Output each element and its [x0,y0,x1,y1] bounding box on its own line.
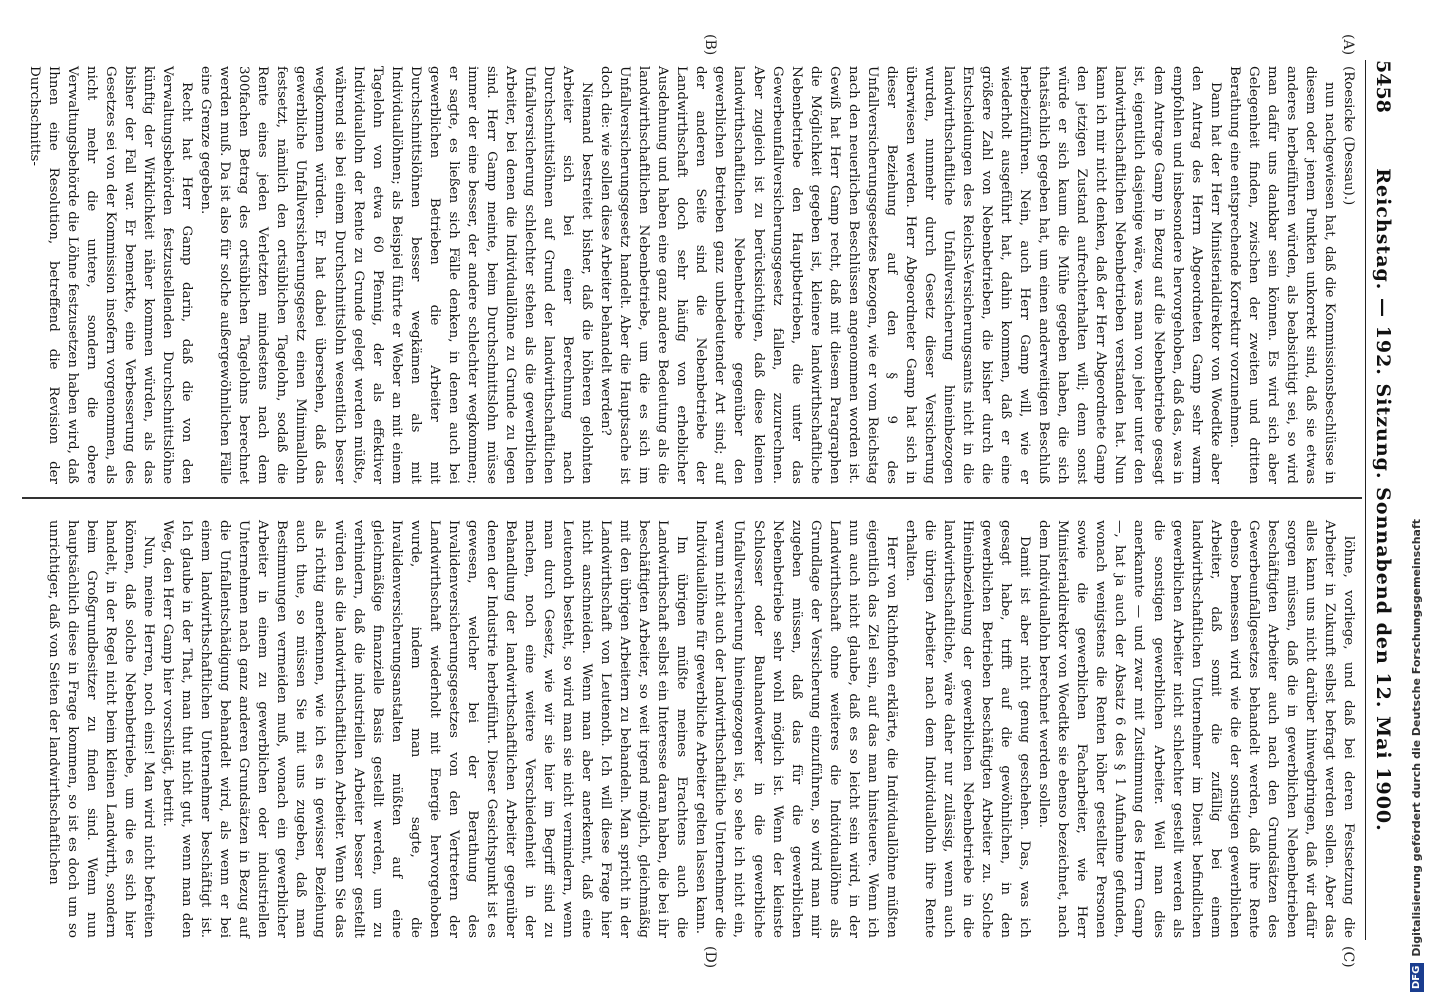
page-title: Reichstag. — 192. Sitzung. Sonnabend den 12. Mai 1900. [1372,168,1394,832]
paragraph: Damit ist aber nicht genug geschehen. Das, was ich gesagt habe, trifft auf die gewöhnlichen, in den gewerblichen Betrieben beschäftigten Arbeiter zu. Solche Hineinbeziehung der gewerblichen Nebenbetriebe in die landwirthschaftliche, wäre daher nur zulässig, wenn auch die übrigen Arbeiter nach dem Individuallohn ihre Rente erhalten. [902,520,1033,938]
paragraph: Dann hat der Herr Ministerialdirektor von Woedtke aber den Antrag des Herrn Abgeordneten Gamp sehr warm empfohlen und insbesondere hervorgehoben, daß das, was in dem Antrage Gamp in Bezug auf die Nebenbetriebe gesagt ist, eigentlich dasjenige wäre, was man von jeher unter den landwirthschaftlichen Nebenbetrieben verstanden hat. Nun kann ich mir nicht denken, daß der Herr Abgeordnete Gamp den jetzigen Zustand aufrechterhalten will; denn sonst würde er sich kaum die Mühe gegeben haben, die sich thatsächlich gegeben hat, um einen anderweitigen Beschluß herbeizuführen. Nein, auch Herr Gamp will, wie er wiederholt ausgeführt hat, dahin kommen, daß er eine größere Zahl von Nebenbetrieben, die bisher durch die Entscheidungen des Reichs-Versicherungsamts nicht in die landwirthschaftliche Unfallversicherung hineinbezogen wurden, nunmehr durch Gesetz dieser Versicherung überwiesen werden. Herr Abgeordneter Gamp hat sich in dieser Beziehung auf den § 9 des Unfallversicherungsgesetzes bezogen, wie er vom Reichstag nach den neuerlichen Beschlüssen angenommen worden ist. Gewiß hat Herr Gamp recht, daß mit diesem Paragraphen die Möglichkeit gegeben ist, kleinere landwirthschaftliche Nebenbetriebe den Hauptbetrieben, die unter das Gewerbeunfallversicherungsgesetz fallen, zuzurechnen. Aber zugleich ist zu berücksichtigen, daß diese kleinen landwirthschaftlichen Nebenbetriebe gegenüber den gewerblichen Betrieben ganz unbedeutender Art sind; auf der anderen Seite sind die Nebenbetriebe der Landwirthschaft doch sehr häufig von erheblicher Ausdehnung und haben eine ganz andere Bedeutung als die landwirthschaftlichen Nebenbetriebe, um die es sich im Unfallversicherungsgesetz handelt. Aber die Hauptsache ist doch die: wie sollen diese Arbeiter behandelt werden? [598,66,1223,484]
margin-marker-b: (B) [702,34,718,56]
paragraph: Herr von Richthofen erklärte, die Individuallöhne müßten eigentlich das Ziel sein, auf das man hinsteuere. Wenn ich nun auch nicht glaube, daß es so leicht sein wird, in der Landwirthschaft ohne weiteres die Individuallöhne als Grundlage der Versicherung einzuführen, so wird man mir zugeben müssen, daß das für die gewerblichen Nebenbetriebe sehr wohl möglich ist. Wenn der kleinste Schlosser oder Bauhandwerker in die gewerbliche Unfallversicherung hineingezogen ist, so sehe ich nicht ein, warum nicht auch der landwirthschaftliche Unternehmer die Individuallöhne für gewerbliche Arbeiter gelten lassen kann. [693,520,899,938]
page-number: 5458 [1372,60,1394,113]
text-column-right [32,520,1358,938]
paragraph: löhne, vorliege, und daß bei deren Festsetzung die Arbeiter in Zukunft selbst befragt werden sollen. Aber das alles kann uns nicht darüber hinwegbringen, daß wir dafür sorgen müssen, daß die in gewerblichen Nebenbetrieben beschäftigten Arbeiter auch nach den Grundsätzen des Gewerbeunfallgesetzes behandelt werden, daß ihre Rente ebenso bemessen wird wie die der sonstigen gewerblichen Arbeiter, daß somit die zufällig bei einem landwirthschaftlichen Unternehmer im Dienst befindlichen gewerblichen Arbeiter nicht schlechter gestellt werden als die sonstigen gewerblichen Arbeiter. Weil man dies anerkannte — und zwar mit Zustimmung des Herrn Gamp —, hat ja auch der Absatz 6 des § 1 Aufnahme gefunden, wonach wenigstens die Renten höher gestellter Personen sowie die gewerblichen Facharbeiter, wie Herr Ministerialdirektor von Woedtke sie ebenso bezeichnet, nach dem Individuallohn berechnet werden sollen. [1036,520,1356,938]
paragraph: nun nachgewiesen hat, daß die Kommissionsbeschlüsse in diesem oder jenem Punkten unkorrekt sind, daß sie etwas anderes herbeiführen würden, als beabsichtigt sei, so wird man dafür uns dankbar sein können. Es wird sich aber Gelegenheit finden, zwischen der zweiten und dritten Berathung eine entsprechende Korrektur vorzunehmen. [1226,66,1337,484]
dfg-logo-icon: DFG [1410,963,1424,992]
text-column-left [26,66,1358,484]
speaker-label: (Roesicke (Dessau).) [1341,66,1356,206]
credit-text: Digitalisierung gefördert durch die Deutsche Forschungsgemeinschaft [1410,518,1423,957]
page-header [1365,60,1400,940]
column-divider [22,497,1362,499]
paragraph: Recht hat Herr Gamp darin, daß die von den Verwaltungsbehörden festzustellenden Durchschnittslöhne künftig der Wirklichkeit näher kommen würden, als das bisher der Fall war. Er bemerkte, eine Verbesserung des Gesetzes sei von der Kommission insofern vorgenommen, als nicht mehr die untere, sondern die obere Verwaltungsbehörde die Löhne festzusetzen haben wird, daß Ihnen eine Resolution, betreffend die Revision der Durchschnitts- [26,66,195,484]
digitization-credit-strip [1400,0,1434,1000]
digitization-credit [1400,0,1434,1000]
margin-marker-d: (D) [702,946,718,969]
paragraph: Im übrigen müßte meines Erachtens auch die Landwirthschaft selbst ein Interesse daran haben, die bei ihr beschäftigten Arbeiter, so weit irgend möglich, gleichmäßig mit den übrigen Arbeitern zu behandeln. Man spricht in der Landwirthschaft von Leutenoth. Ich will diese Frage hier nicht anschneiden. Wenn man aber anerkennt, daß eine Leutenoth besteht, so wird man sie nicht vermindern, wenn man durch Gesetz, wie wir sie hier im Begriff sind zu machen, noch eine weitere Verschiedenheit in der Behandlung der landwirthschaftlichen Arbeiter gegenüber denen der Industrie herbeiführt. Dieser Gesichtspunkt ist es gewesen, welcher bei der Berathung des Invalidenversicherungsgesetzes von den Vertretern der Landwirthschaft wiederholt mit Energie hervorgehoben wurde, indem man sagte, die Invalidenversicherungsanstalten müßten auf eine gleichmäßige finanzielle Basis gestellt werden, um zu verhindern, daß die industriellen Arbeiter besser gestellt würden als die landwirthschaftlichen Arbeiter. Wenn Sie das als richtig anerkennen, wie ich es in gewisser Beziehung auch thue, so müssen Sie mit uns zugeben, daß man Bestimmungen vermeiden muß, wonach ein gewerblicher Arbeiter in einem zu gewerblichen oder industriellen Unternehmen nach ganz anderen Grundsätzen in Bezug auf die Unfallentschädigung behandelt wird, als wenn er bei einem landwirthschaftlichen Unternehmer beschäftigt ist. Ich glaube in der That, man thut nicht gut, wenn man den Weg, den Herr Gamp hier vorschlägt, betritt. [160,520,690,938]
margin-marker-c: (C) [1340,946,1356,968]
margin-marker-a: (A) [1340,34,1356,56]
paragraph: Niemand bestreitet bisher, daß die höheren gelohnten Arbeiter sich bei einer Berechnung nach Durchschnittslöhnen auf Grund der landwirthschaftlichen Unfallversicherung schlechter stehen als die gewerblichen Arbeiter, bei denen die Individuallöhne zu Grunde zu legen sind. Herr Gamp meinte, beim Durchschnittslohn müsse immer der eine besser, der andere schlechter wegkommen; er sagte, es ließen sich Fälle denken, in denen auch bei gewerblichen Betrieben die Arbeiter mit Durchschnittslöhnen besser wegkämen als mit Individuallöhnen; als Beispiel führte er Weber an mit einem Tagelohn von etwa 60 Pfennig, der als effektiver Individuallohn der Rente zu Grunde gelegt werden müßte, während sie bei einem Durchschnittslohn wesentlich besser wegkommen würden. Er hat dabei übersehen, daß das gewerbliche Unfallversicherungsgesetz einen Minimallohn festsetzt, nämlich den ortsüblichen Tagelohn, sodaß die Rente eines jeden Verletzten mindestens nach dem 300fachen Betrag des ortsüblichen Tagelohns berechnet werden muß. Da ist also für solche außergewöhnlichen Fälle eine Grenze gegeben. [198,66,595,484]
paragraph: Nun, meine Herren, noch eins! Man wird nicht befreiten können, daß solche Nebenbetriebe, um die es sich hier handelt, in der Regel nicht beim kleinen Landwirth, sondern beim Großgrundbesitzer zu finden sind. Wenn nun hauptsächlich diese in Frage kommen, so ist es doch um so unrichtiger, daß von Seiten der landwirthschaftlichen [45,520,157,938]
